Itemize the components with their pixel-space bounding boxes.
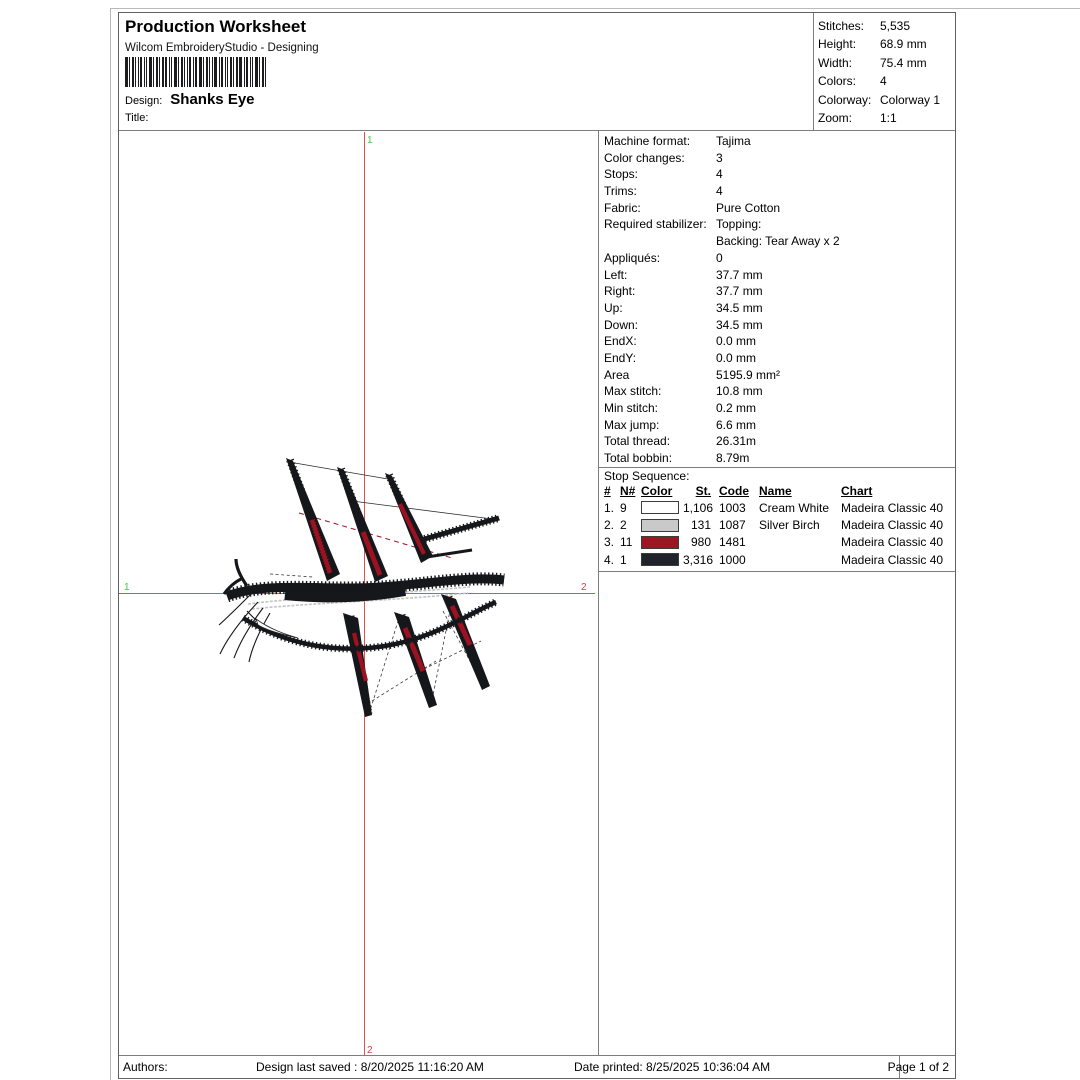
barcode-bar [187, 57, 188, 87]
property-row: Color changes: 3 [604, 150, 723, 165]
barcode-bar [171, 57, 172, 87]
stop-sequence-heading: Stop Sequence: [604, 469, 690, 483]
design-canvas [119, 131, 599, 1056]
design-label: Design: [125, 95, 163, 107]
barcode-bar [144, 57, 145, 87]
barcode-bar [132, 57, 134, 87]
stat-row: Height: 68.9 mm [818, 37, 927, 52]
barcode-bar [153, 57, 154, 87]
barcode-bar [125, 57, 128, 87]
property-row: Max jump: 6.6 mm [604, 417, 757, 432]
barcode-bar [156, 57, 158, 87]
color-cell [641, 519, 683, 532]
cell: Madeira Classic 40 [841, 500, 944, 515]
property-row: Total bobbin: 8.79m [604, 451, 750, 466]
barcode-bar [219, 57, 220, 87]
cell: Silver Birch [759, 518, 820, 533]
cell: 131 [690, 518, 711, 533]
barcode-bar [212, 57, 213, 87]
stop-sequence-row [599, 534, 955, 551]
barcode-bar [165, 57, 167, 87]
stat-row: Zoom: 1:1 [818, 111, 897, 126]
barcode-bar [199, 57, 202, 87]
stat-row: Stitches: 5,535 [818, 19, 911, 33]
column-header: Code [719, 484, 749, 498]
property-row: Right: 37.7 mm [604, 284, 763, 299]
stat-row: Width: 75.4 mm [818, 55, 927, 70]
cell: 3,316 [683, 552, 714, 567]
cell: 9 [620, 500, 627, 515]
barcode-bar [209, 57, 210, 87]
barcode-bar [140, 57, 142, 87]
barcode-bar [159, 57, 160, 87]
cell: 11 [620, 535, 633, 550]
barcode-bar [214, 57, 217, 87]
details-panel [599, 131, 955, 1056]
cell: 3. [604, 535, 615, 550]
color-cell [641, 501, 683, 514]
barcode-bar [162, 57, 164, 87]
thread-color-swatch [641, 519, 679, 532]
property-row: Max stitch: 10.8 mm [604, 384, 763, 399]
app-subtitle: Wilcom EmbroideryStudio - Designing [125, 42, 319, 54]
column-header: # [604, 484, 611, 498]
title-label: Title: [125, 112, 149, 124]
property-row: Left: 37.7 mm [604, 267, 763, 282]
barcode-bar [259, 57, 260, 87]
cell: 2 [620, 518, 627, 533]
barcode-bar [239, 57, 242, 87]
column-header: Name [759, 484, 792, 498]
cell: 2. [604, 518, 615, 533]
start-marker-left: 1 [124, 582, 130, 593]
barcode-bar [225, 57, 226, 87]
stop-sequence-row [599, 551, 955, 568]
cell: 1000 [719, 552, 746, 567]
column-header: N# [620, 484, 636, 498]
stop-sequence-row [599, 516, 955, 533]
barcode-bar [138, 57, 139, 87]
property-row: EndY: 0.0 mm [604, 350, 757, 365]
barcode-bar [129, 57, 130, 87]
design-name: Shanks Eye [170, 91, 255, 108]
stop-sequence-row [599, 499, 955, 516]
header-section [119, 13, 955, 131]
cell: Madeira Classic 40 [841, 535, 944, 550]
barcode-bar [262, 57, 264, 87]
cell: 1003 [719, 500, 746, 515]
pane-edge-horizontal [110, 8, 1080, 9]
stop-sequence-header-row [599, 484, 955, 499]
barcode-bar [255, 57, 258, 87]
page-title: Production Worksheet [125, 17, 307, 36]
property-row: EndX: 0.0 mm [604, 334, 757, 349]
embroidery-design [219, 458, 504, 717]
property-row: Stops: 4 [604, 167, 723, 182]
design-stats-box [813, 13, 955, 130]
last-saved-text: Design last saved : 8/20/2025 11:16:20 AM [256, 1060, 484, 1074]
date-printed-text: Date printed: 8/25/2025 10:36:04 AM [574, 1060, 771, 1074]
barcode-bar [184, 57, 185, 87]
design-barcode [125, 57, 297, 87]
cell: 1. [604, 500, 615, 515]
header-left [125, 17, 805, 124]
barcode-bar [149, 57, 152, 87]
property-row: Total thread: 26.31m [604, 434, 757, 449]
cell: 1481 [719, 535, 746, 550]
end-marker-right: 2 [581, 582, 587, 593]
thread-color-swatch [641, 501, 679, 514]
start-marker-top: 1 [367, 135, 373, 146]
barcode-bar [233, 57, 234, 87]
barcode-bar [221, 57, 223, 87]
page-number: Page 1 of 2 [887, 1060, 949, 1074]
worksheet-sheet [118, 12, 956, 1079]
column-header: Color [641, 484, 673, 498]
thread-color-swatch [641, 536, 679, 549]
barcode-bar [206, 57, 208, 87]
barcode-bar [265, 57, 266, 87]
cell: 4. [604, 552, 615, 567]
barcode-bar [189, 57, 191, 87]
barcode-bar [236, 57, 238, 87]
property-row: Machine format: Tajima [604, 134, 751, 148]
property-row: Trims: 4 [604, 184, 723, 199]
column-header: St. [695, 484, 711, 498]
color-cell [641, 536, 683, 549]
barcode-bar [230, 57, 232, 87]
cell: Madeira Classic 40 [841, 552, 944, 567]
barcode-bar [174, 57, 177, 87]
property-row: Fabric: Pure Cotton [604, 200, 781, 215]
end-marker-bottom: 2 [367, 1045, 373, 1056]
cell: 1 [620, 552, 627, 567]
cell: Madeira Classic 40 [841, 518, 944, 533]
barcode-bar [227, 57, 228, 87]
barcode-bar [135, 57, 136, 87]
property-row: Area 5195.9 mm² [604, 367, 781, 382]
barcode-bar [244, 57, 245, 87]
cell: 1,106 [683, 500, 714, 515]
cell: 1087 [719, 518, 746, 533]
authors-label: Authors: [123, 1060, 168, 1074]
property-row: Down: 34.5 mm [604, 317, 763, 332]
column-header: Chart [841, 484, 873, 498]
cell: Cream White [759, 500, 830, 515]
design-properties [599, 131, 955, 467]
barcode-bar [181, 57, 183, 87]
property-row: Required stabilizer: Topping: Backing: Tear Away x 2 [604, 217, 840, 249]
barcode-bar [203, 57, 204, 87]
property-row: Min stitch: 0.2 mm [604, 401, 757, 416]
thread-color-swatch [641, 553, 679, 566]
barcode-bar [146, 57, 147, 87]
barcode-bar [193, 57, 194, 87]
barcode-bar [195, 57, 197, 87]
cell: 980 [690, 535, 711, 550]
pane-edge-vertical [110, 8, 111, 1080]
property-row: Appliqués: 0 [604, 250, 723, 265]
property-row: Up: 34.5 mm [604, 300, 763, 315]
color-cell [641, 553, 683, 566]
barcode-bar [250, 57, 251, 87]
stop-sequence-section [599, 467, 955, 572]
barcode-bar [169, 57, 170, 87]
barcode-bar [246, 57, 248, 87]
barcode-bar [178, 57, 179, 87]
stat-row: Colorway: Colorway 1 [818, 92, 941, 107]
footer-section [119, 1055, 955, 1078]
barcode-bar [252, 57, 253, 87]
stat-row: Colors: 4 [818, 74, 887, 89]
